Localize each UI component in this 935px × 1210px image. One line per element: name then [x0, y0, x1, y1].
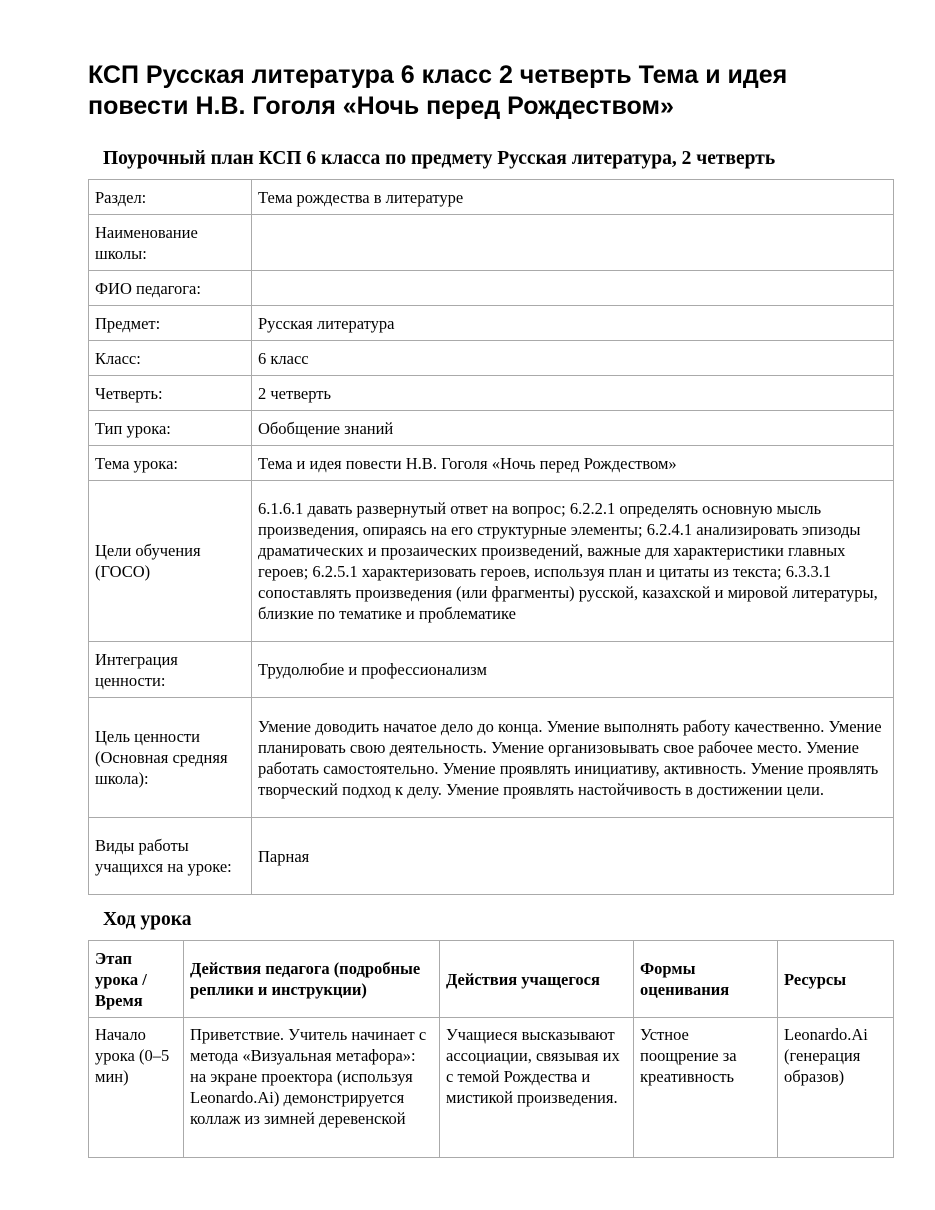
- steps-heading: Ход урока: [103, 909, 192, 930]
- plan-heading: Поурочный план КСП 6 класса по предмету Русская литература, 2 четверть: [103, 148, 776, 169]
- table-row: [89, 1018, 894, 1158]
- step-assessment: Устное поощрение за креативность: [634, 1018, 778, 1158]
- plan-label: Предмет:: [89, 306, 252, 341]
- table-row: [89, 411, 894, 446]
- plan-label: Раздел:: [89, 180, 252, 215]
- table-row: [89, 376, 894, 411]
- plan-label: Класс:: [89, 341, 252, 376]
- table-row: [89, 446, 894, 481]
- table-row: [89, 271, 894, 306]
- column-header: Этап урока / Время: [89, 941, 184, 1018]
- plan-label: Виды работы учащихся на уроке:: [89, 818, 252, 895]
- step-stage: Начало урока (0–5 мин): [89, 1018, 184, 1158]
- plan-value: Трудолюбие и профессионализм: [252, 642, 894, 698]
- plan-value: Русская литература: [252, 306, 894, 341]
- plan-value: 6 класс: [252, 341, 894, 376]
- plan-value: Парная: [252, 818, 894, 895]
- column-header: Формы оценивания: [634, 941, 778, 1018]
- column-header: Действия учащегося: [440, 941, 634, 1018]
- table-row: [89, 481, 894, 642]
- plan-label: Четверть:: [89, 376, 252, 411]
- step-student-actions: Учащиеся высказывают ассоциации, связывая их с темой Рождества и мистикой произведения.: [440, 1018, 634, 1158]
- plan-label: Интеграция ценности:: [89, 642, 252, 698]
- plan-value: Тема рождества в литературе: [252, 180, 894, 215]
- step-resources: Leonardo.Ai (генерация образов): [778, 1018, 894, 1158]
- plan-label: Цели обучения (ГОСО): [89, 481, 252, 642]
- table-row: [89, 818, 894, 895]
- plan-label: Тема урока:: [89, 446, 252, 481]
- plan-value: 6.1.6.1 давать развернутый ответ на вопрос; 6.2.2.1 определять основную мысль произведения, опираясь на его структурные элементы; 6.2.4.1 анализировать эпизоды драматических и прозаических произведений, важные для характеристики главных героев; 6.2.5.1 характеризовать героев, используя план и цитаты из текста; 6.3.3.1 сопоставлять произведения (или фрагменты) русской, казахской и мировой литературы, близкие по тематике и проблематике: [252, 481, 894, 642]
- table-row: [89, 215, 894, 271]
- plan-value: Тема и идея повести Н.В. Гоголя «Ночь перед Рождеством»: [252, 446, 894, 481]
- table-row: [89, 180, 894, 215]
- lesson-plan-table: [88, 179, 894, 895]
- plan-value: Обобщение знаний: [252, 411, 894, 446]
- plan-value: 2 четверть: [252, 376, 894, 411]
- table-row: [89, 698, 894, 818]
- plan-label: Тип урока:: [89, 411, 252, 446]
- plan-value: [252, 271, 894, 306]
- column-header: Действия педагога (подробные реплики и инструкции): [184, 941, 440, 1018]
- step-teacher-actions: Приветствие. Учитель начинает с метода «Визуальная метафора»: на экране проектора (используя Leonardo.Ai) демонстрируется коллаж из зимней деревенской: [184, 1018, 440, 1158]
- column-header: Ресурсы: [778, 941, 894, 1018]
- plan-label: Наименование школы:: [89, 215, 252, 271]
- table-row: [89, 341, 894, 376]
- table-header-row: [89, 941, 894, 1018]
- plan-value: [252, 215, 894, 271]
- plan-label: ФИО педагога:: [89, 271, 252, 306]
- plan-value: Умение доводить начатое дело до конца. Умение выполнять работу качественно. Умение планировать свою деятельность. Умение организовывать свое рабочее место. Умение работать самостоятельно. Умение проявлять инициативу, активность. Умение проявлять творческий подход к делу. Умение проявлять настойчивость в достижении цели.: [252, 698, 894, 818]
- table-row: [89, 642, 894, 698]
- table-row: [89, 306, 894, 341]
- lesson-steps-table: [88, 940, 894, 1158]
- document-title: КСП Русская литература 6 класс 2 четверть Тема и идея повести Н.В. Гоголя «Ночь перед Рождеством»: [88, 61, 788, 120]
- plan-label: Цель ценности (Основная средняя школа):: [89, 698, 252, 818]
